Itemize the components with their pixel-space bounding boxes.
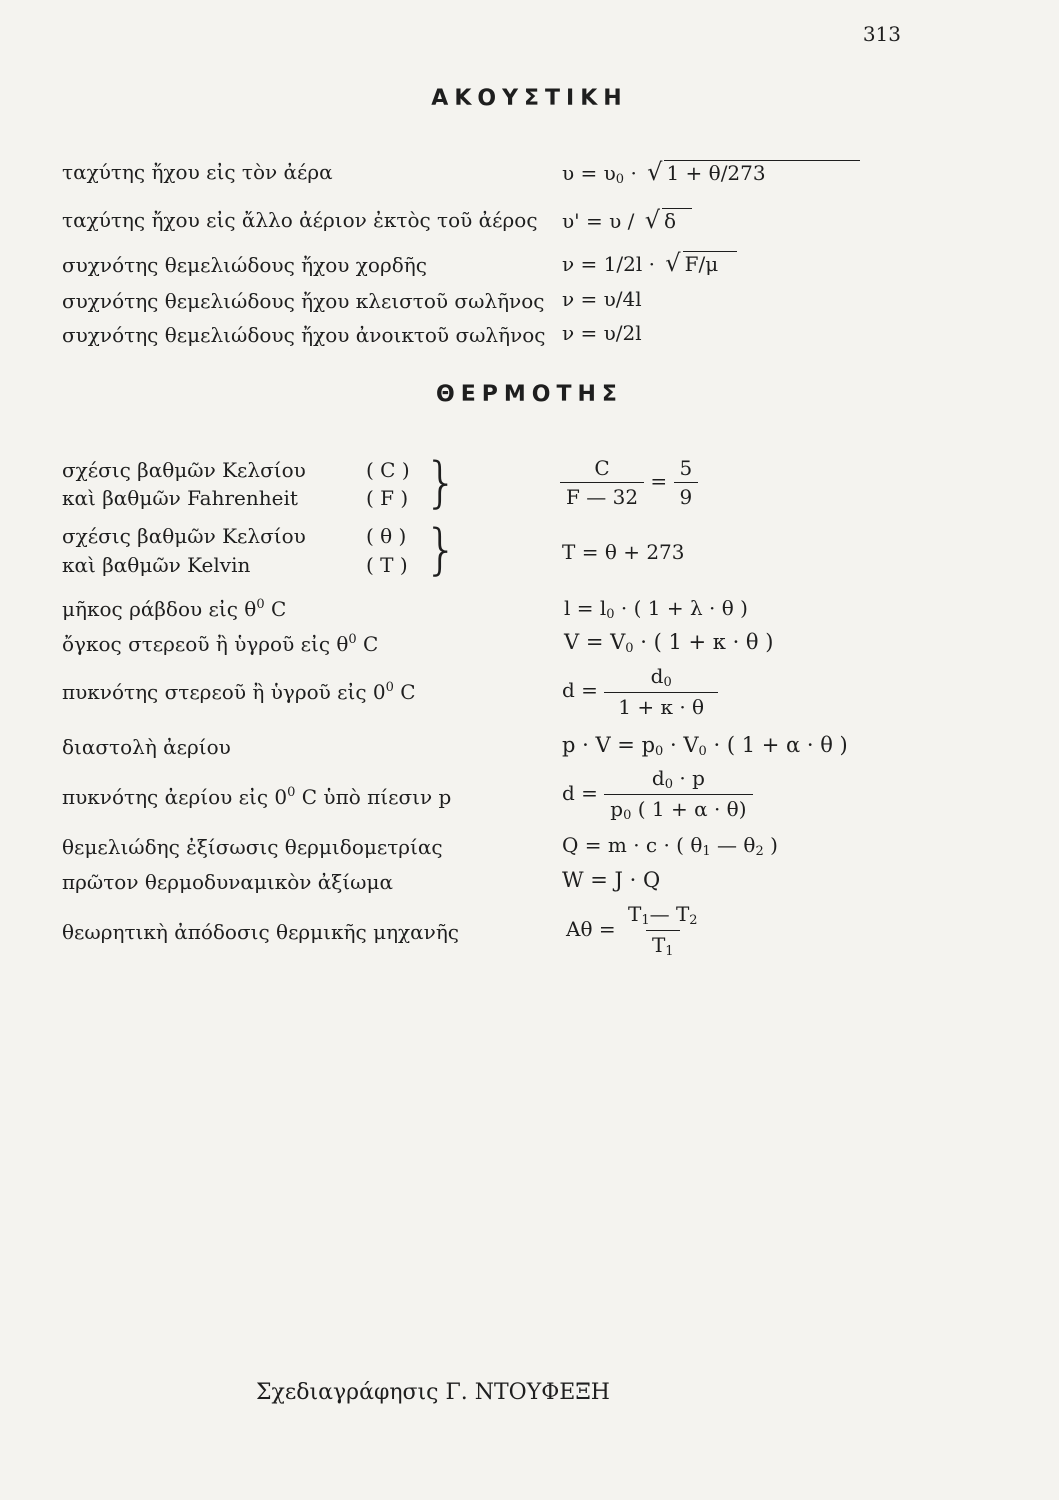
thermo-label-7: πρῶτον θερμοδυναμικὸν ἀξίωμα: [62, 870, 393, 894]
acoustics-label-3: συχνότης θεμελιώδους ἤχου χορδῆς: [62, 253, 427, 277]
thermo-formula-5: d = $\frac{d_0 \cdot p}{p_0 ( 1 + \alpha \cdot \theta)}$: [562, 766, 753, 823]
thermo-label-4: διαστολὴ ἀερίου: [62, 735, 231, 759]
celsius-kelvin-line-2: καὶ βαθμῶν Kelvin: [62, 553, 251, 577]
celsius-fahrenheit-formula: $\frac{C}{F — 32}$ = $\frac{5}{9}$: [560, 456, 698, 509]
radical-sign: √: [665, 249, 681, 277]
brace-icon: }: [424, 518, 459, 581]
thermo-title: ΘΕΡΜΟΤΗΣ: [436, 382, 623, 407]
symbol-theta: ( θ ): [366, 524, 407, 548]
thermo-formula-1: $l = l_0$ · ( 1 + λ · θ ): [564, 596, 748, 622]
thermo-label-5: πυκνότης ἀερίου εἰς $0^0$ C ὑπὸ πίεσιν p: [62, 785, 452, 809]
acoustics-label-2: ταχύτης ἤχου εἰς ἄλλο ἀέριον ἐκτὸς τοῦ ἀέρος: [62, 208, 538, 232]
celsius-kelvin-line-1: σχέσις βαθμῶν Κελσίου: [62, 524, 306, 548]
acoustics-label-5: συχνότης θεμελιώδους ἤχου ἀνοικτοῦ σωλῆνος: [62, 323, 546, 347]
symbol-t: ( T ): [366, 553, 408, 577]
credit-line: Σχεδιαγράφησις Γ. ΝΤΟΥΦΕΞΗ: [256, 1380, 610, 1405]
thermo-label-6: θεμελιώδης ἐξίσωσις θερμιδομετρίας: [62, 835, 443, 859]
thermo-label-1: μῆκος ράβδου εἰς $\theta^0$ C: [62, 597, 287, 621]
acoustics-label-1: ταχύτης ἤχου εἰς τὸν ἀέρα: [62, 160, 333, 184]
thermo-formula-8: Aθ = $\frac{T_1— T_2}{T_1}$: [566, 902, 698, 959]
thermo-label-3: πυκνότης στερεοῦ ἢ ὑγροῦ εἰς $0^0$ C: [62, 680, 416, 704]
celsius-fahrenheit-line-1: σχέσις βαθμῶν Κελσίου: [62, 458, 306, 482]
thermo-formula-7: W = J · Q: [562, 868, 661, 892]
page-number: 313: [862, 22, 901, 46]
thermo-formula-2: $V = V_0$ · ( 1 + κ · θ ): [564, 630, 774, 656]
acoustics-formula-4: ν = υ/4l: [562, 287, 642, 311]
acoustics-label-4: συχνότης θεμελιώδους ἤχου κλειστοῦ σωλῆνος: [62, 289, 545, 313]
radical-sign: √: [644, 206, 661, 234]
celsius-fahrenheit-line-2: καὶ βαθμῶν Fahrenheit: [62, 486, 298, 510]
symbol-c: ( C ): [366, 458, 410, 482]
thermo-label-2: ὄγκος στερεοῦ ἢ ὑγροῦ εἰς $\theta^0$ C: [62, 632, 379, 656]
acoustics-formula-3: ν = 1/2l · √ F/μ: [562, 249, 737, 277]
acoustics-formula-5: ν = υ/2l: [562, 321, 642, 345]
thermo-label-8: θεωρητικὴ ἀπόδοσις θερμικῆς μηχανῆς: [62, 920, 460, 944]
acoustics-title: ΑΚΟΥΣΤΙΚΗ: [431, 86, 628, 111]
brace-icon: }: [424, 451, 459, 514]
acoustics-formula-2: υ' = υ / √ δ: [562, 206, 692, 234]
radical-sign: √: [647, 158, 663, 186]
celsius-kelvin-formula: T = θ + 273: [562, 540, 685, 564]
thermo-formula-6: Q = m · c · ( $\theta_1$ — $\theta_2$ ): [562, 833, 778, 859]
acoustics-formula-1: $\upsilon = \upsilon_0$ · √ 1 + θ/273: [562, 158, 860, 187]
thermo-formula-4: $p \cdot V = p_0 \cdot V_0$ · ( 1 + α · θ ): [562, 733, 848, 759]
thermo-formula-3: d = $\frac{d_0}{1 + \kappa \cdot \theta}$: [562, 664, 718, 719]
symbol-f: ( F ): [366, 486, 409, 510]
